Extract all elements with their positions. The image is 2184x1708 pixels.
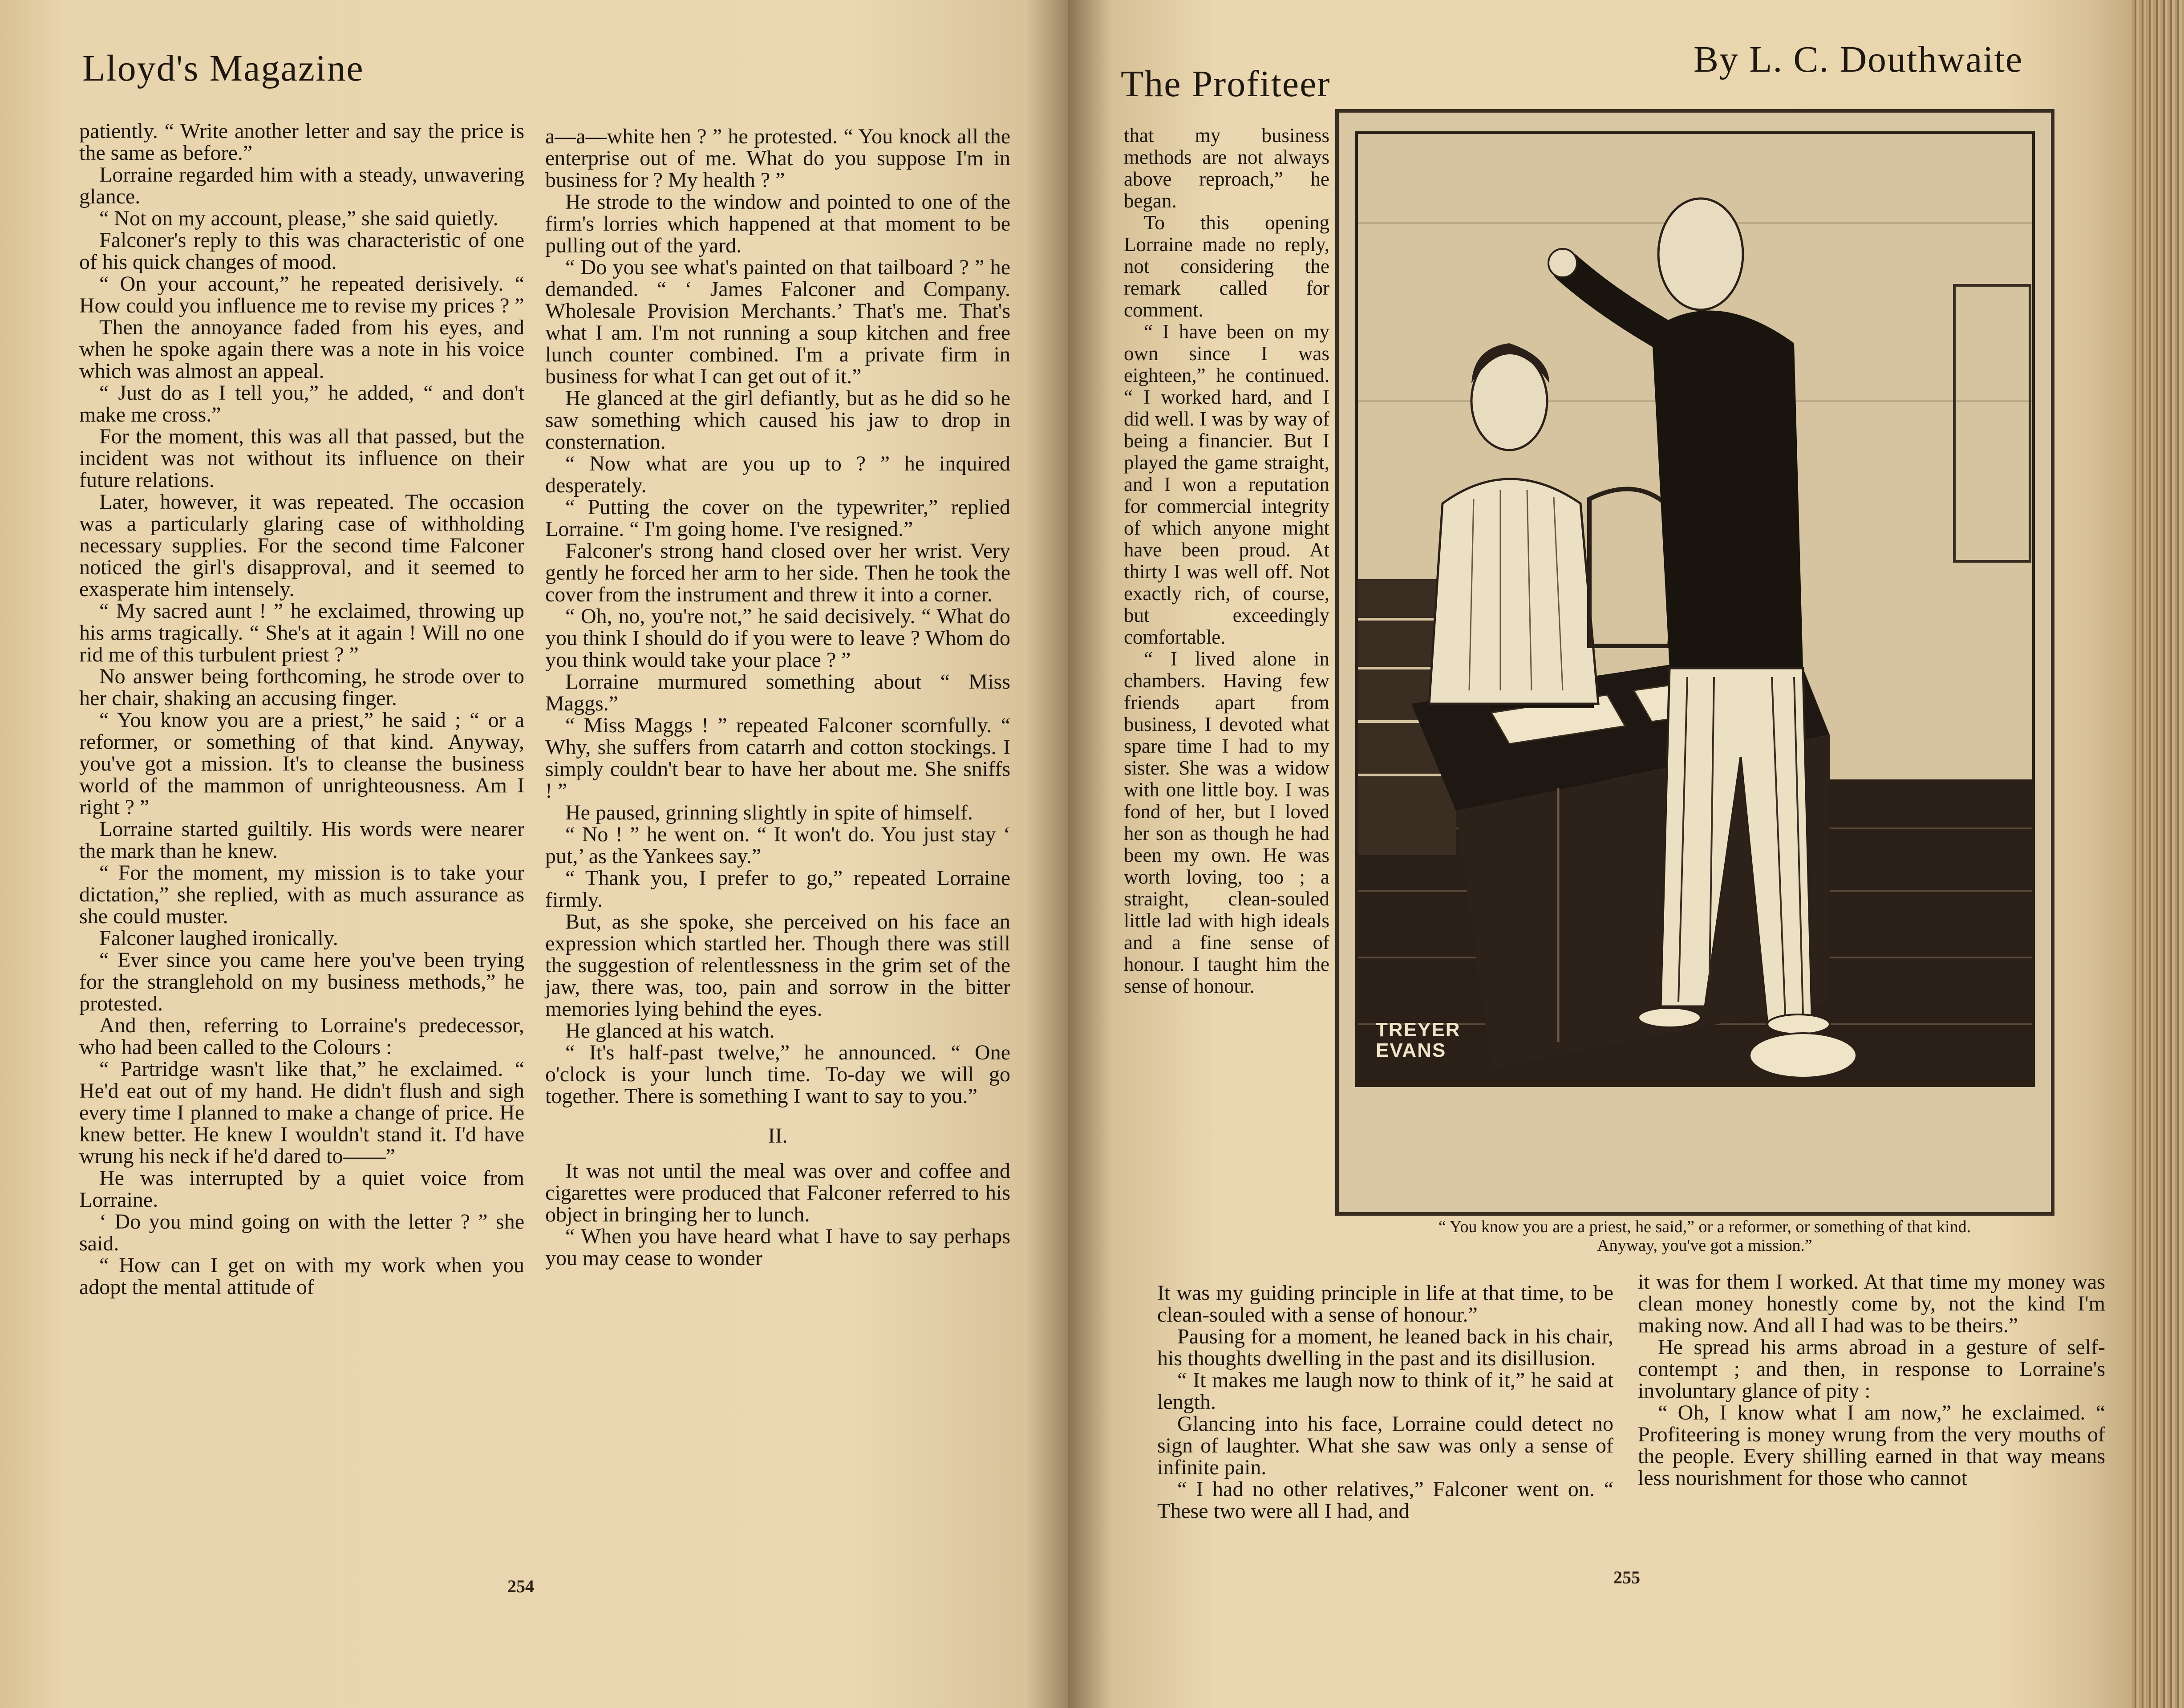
paragraph: “ I had no other relatives,” Falconer went on. “ These two were all I had, and xyxy=(1157,1477,1613,1523)
paragraph: Lorraine murmured something about “ Miss Maggs.” xyxy=(545,670,1010,715)
paragraph: For the moment, this was all that passed, but the incident was not without its influence on their future relations. xyxy=(79,425,524,492)
paragraph: “ Oh, no, you're not,” he said decisively. “ What do you think I should do if you were to leave ? Whom do you think would take your place ? ” xyxy=(545,604,1010,672)
paragraph: He paused, grinning slightly in spite of himself. xyxy=(565,801,973,824)
paragraph: “ Putting the cover on the typewriter,” replied Lorraine. “ I'm going home. I've resigned.” xyxy=(545,495,1010,541)
paragraph: “ When you have heard what I have to say perhaps you may cease to wonder xyxy=(545,1225,1010,1270)
page-number-right: 255 xyxy=(1613,1567,1640,1587)
paragraph: “ My sacred aunt ! ” he exclaimed, throwing up his arms tragically. “ She's at it again ! Will no one rid me of this turbulent priest ? ” xyxy=(79,599,524,666)
paragraph: Falconer's reply to this was characteristic of one of his quick changes of mood. xyxy=(79,228,524,274)
paragraph: He strode to the window and pointed to one of the firm's lorries which happened at that moment to be pulling out of the yard. xyxy=(545,190,1010,257)
paragraph: “ Ever since you came here you've been trying for the stranglehold on my business methods,” he protested. xyxy=(79,948,524,1015)
paragraph: a—a—white hen ? ” he protested. “ You knock all the enterprise out of me. What do you suppose I'm in business for ? My health ? ” xyxy=(545,125,1010,192)
paragraph: “ I have been on my own since I was eighteen,” he continued. “ I worked hard, and I did well. I was by way of being a financier. But I played the game straight, and I won a reputation for commercial integrity of which anyone might have been proud. At thirty I was well off. Not exactly rich, of course, but exceedingly comfortable. xyxy=(1124,321,1329,648)
running-head-title: The Profiteer xyxy=(1121,63,1331,105)
running-head-author: By L. C. Douthwaite xyxy=(1694,39,2023,80)
illustrator-signature: TREYER EVANS xyxy=(1376,1019,1461,1061)
paragraph: “ Partridge wasn't like that,” he exclaimed. “ He'd eat out of my hand. He didn't flush and sigh every time I planned to make a change of price. He knew better. He knew I wouldn't stand it. I'd have wrung his neck if he'd dared to——” xyxy=(79,1057,524,1168)
paragraph: He was interrupted by a quiet voice from Lorraine. xyxy=(79,1166,524,1212)
left-column-1 xyxy=(79,120,524,1298)
running-head-left: Lloyd's Magazine xyxy=(82,48,364,89)
paragraph: “ You know you are a priest,” he said ; “ or a reformer, or something of that kind. Anyway, you've got a mission. It's to cleanse the business world of the mammon of unrighteousness. Am I right ? ” xyxy=(79,708,524,819)
paragraph: “ I lived alone in chambers. Having few friends apart from business, I devoted what spare time I had to my sister. She was a widow with one little boy. I was fond of her, but I loved her son as though he had been my own. He was worth loving, too ; a straight, clean-souled little lad with high ideals and a fine sense of honour. I taught him the sense of honour. xyxy=(1124,648,1329,997)
paragraph: ‘ Do you mind going on with the letter ? ” she said. xyxy=(79,1210,524,1255)
page-edges xyxy=(2132,0,2184,1708)
paragraph: “ For the moment, my mission is to take your dictation,” she replied, with as much assurance as she could muster. xyxy=(79,861,524,928)
office-scene-drawing xyxy=(1358,134,2032,1084)
paragraph: Glancing into his face, Lorraine could detect no sign of laughter. What she saw was only a sense of infinite pain. xyxy=(1157,1412,1613,1479)
paragraph: “ Miss Maggs ! ” repeated Falconer scornfully. “ Why, she suffers from catarrh and cotton stockings. I simply couldn't bear to have her about me. She sniffs ! ” xyxy=(545,714,1010,803)
right-bottom-column-1 xyxy=(1157,1282,1613,1522)
paragraph: And then, referring to Lorraine's predecessor, who had been called to the Colours : xyxy=(79,1014,524,1059)
paragraph: Lorraine regarded him with a steady, unwavering glance. xyxy=(79,163,524,208)
paragraph: Later, however, it was repeated. The occasion was a particularly glaring case of withholding necessary supplies. For the second time Falconer noticed the girl's disapproval, and it seemed to exasperate him intensely. xyxy=(79,490,524,601)
caption-line-2: Anyway, you've got a mission.” xyxy=(1597,1236,1812,1255)
caption-line-1: “ You know you are a priest, he said,” or a reformer, or something of that kind. xyxy=(1438,1217,1971,1236)
section-heading: II. xyxy=(768,1124,788,1148)
paragraph: He glanced at his watch. xyxy=(565,1019,775,1043)
paragraph: Lorraine started guiltily. His words were nearer the mark than he knew. xyxy=(79,817,524,863)
paragraph: He glanced at the girl defiantly, but as he did so he saw something which caused his jaw to drop in consternation. xyxy=(545,386,1010,454)
paragraph: it was for them I worked. At that time my money was clean money honestly come by, not the kind I'm making now. And all I had was to be theirs.” xyxy=(1638,1270,2105,1337)
paragraph: It was my guiding principle in life at that time, to be clean-souled with a sense of honour.” xyxy=(1157,1281,1613,1327)
paragraph: Falconer laughed ironically. xyxy=(99,926,338,950)
paragraph: To this opening Lorraine made no reply, not considering the remark called for comment. xyxy=(1124,211,1329,321)
paragraph: “ Do you see what's painted on that tailboard ? ” he demanded. “ ‘ James Falconer and Company. Wholesale Provision Merchants.’ That's me. That's what I am. I'm not running a soup kitchen and free lunch counter combined. I'm a private firm in business for what I can get out of it.” xyxy=(545,256,1010,388)
paragraph: “ Now what are you up to ? ” he inquired desperately. xyxy=(545,452,1010,497)
left-page xyxy=(0,0,1068,1708)
paragraph: But, as she spoke, she perceived on his face an expression which startled her. Though there was still the suggestion of relentlessness in the grim set of the jaw, there was, too, pain and sorrow in the bitter memories lying behind the eyes. xyxy=(545,910,1010,1021)
paragraph: Then the annoyance faded from his eyes, and when he spoke again there was a note in his voice which was almost an appeal. xyxy=(79,316,524,383)
paragraph: “ Just do as I tell you,” he added, “ and don't make me cross.” xyxy=(79,381,524,426)
paragraph: Falconer's strong hand closed over her wrist. Very gently he forced her arm to her side. Then he took the cover from the instrument and threw it into a corner. xyxy=(545,539,1010,606)
paragraph: It was not until the meal was over and coffee and cigarettes were produced that Falconer referred to his object in bringing her to lunch. xyxy=(545,1159,1010,1226)
paragraph: “ It makes me laugh now to think of it,” he said at length. xyxy=(1157,1368,1613,1414)
illustration xyxy=(1355,131,2035,1087)
paragraph: “ It's half-past twelve,” he announced. “ One o'clock is your lunch time. To-day we will go together. There is something I want to say to you.” xyxy=(545,1041,1010,1108)
right-bottom-column-2 xyxy=(1638,1271,2105,1489)
paragraph: patiently. “ Write another letter and say the price is the same as before.” xyxy=(79,119,524,165)
paragraph: No answer being forthcoming, he strode over to her chair, shaking an accusing finger. xyxy=(79,665,524,710)
paragraph: He spread his arms abroad in a gesture of self-contempt ; and then, in response to Lorraine's involuntary glance of pity : xyxy=(1638,1335,2105,1403)
paragraph: “ Oh, I know what I am now,” he exclaimed. “ Profiteering is money wrung from the very mouths of the people. Every shilling earned in that way means less nourishment for those who cannot xyxy=(1638,1401,2105,1490)
page-number-left: 254 xyxy=(507,1576,534,1596)
paragraph: “ On your account,” he repeated derisively. “ How could you influence me to revise my prices ? ” xyxy=(79,272,524,317)
paragraph: “ Not on my account, please,” she said quietly. xyxy=(99,207,498,230)
paragraph: “ How can I get on with my work when you adopt the mental attitude of xyxy=(79,1254,524,1299)
paragraph: Pausing for a moment, he leaned back in his chair, his thoughts dwelling in the past and its disillusion. xyxy=(1157,1325,1613,1370)
right-narrow-column xyxy=(1124,125,1329,997)
paragraph: “ No ! ” he went on. “ It won't do. You just stay ‘ put,’ as the Yankees say.” xyxy=(545,823,1010,868)
left-column-2 xyxy=(545,126,1010,1269)
paragraph: “ Thank you, I prefer to go,” repeated Lorraine firmly. xyxy=(545,866,1010,912)
illustration-caption xyxy=(1353,1217,2056,1255)
paragraph: that my business methods are not always above reproach,” he began. xyxy=(1124,124,1329,212)
